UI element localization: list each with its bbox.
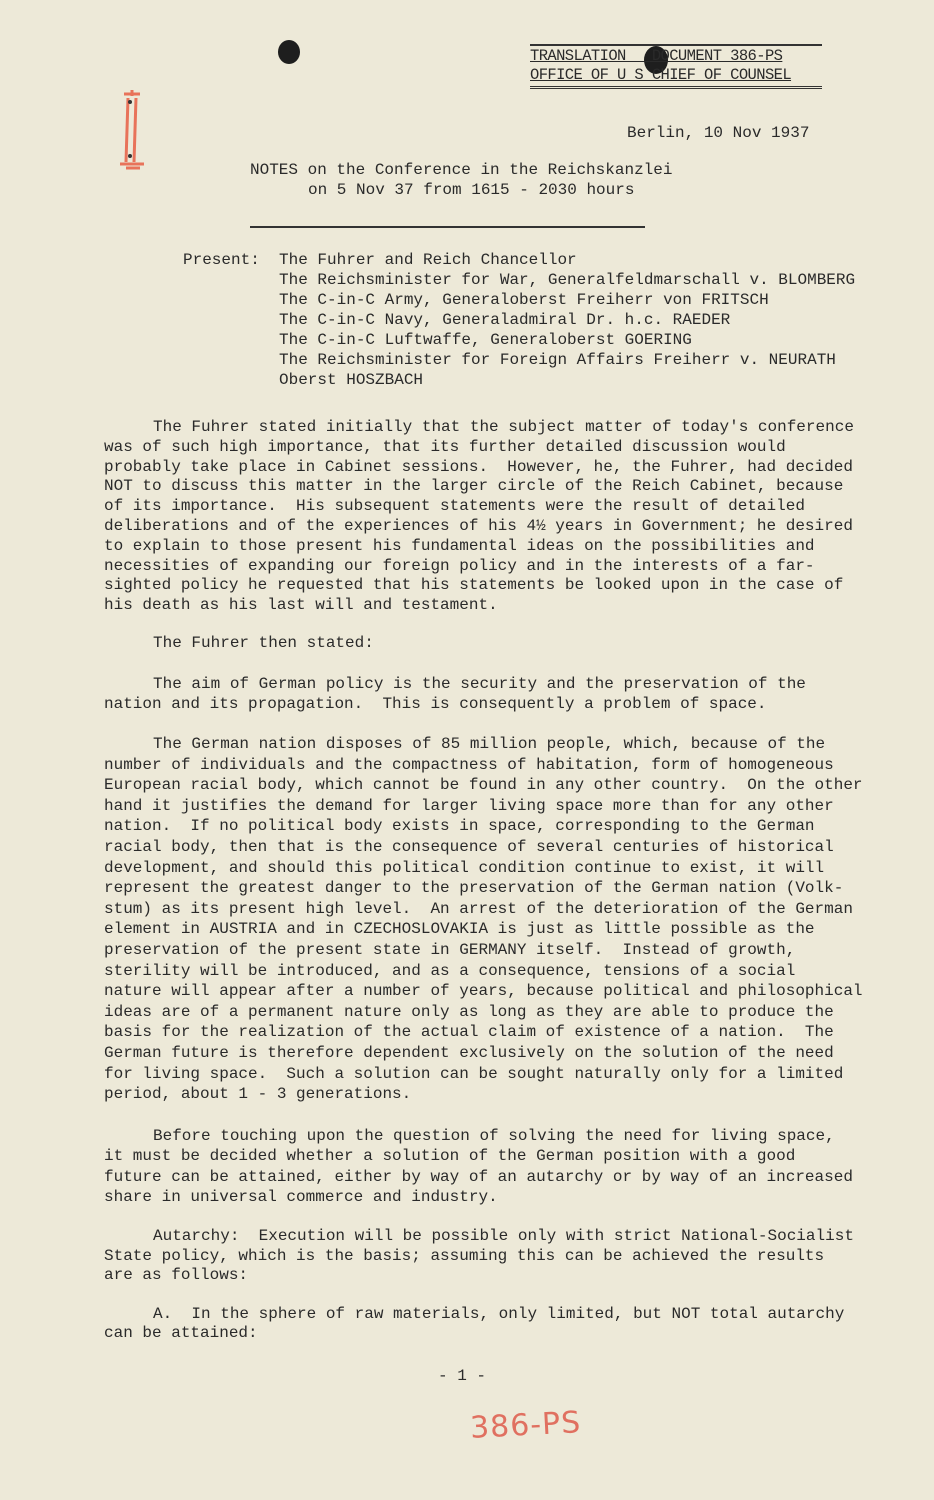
attendee-list xyxy=(279,250,855,390)
text-line: German future is therefore dependent exclusively on the solution of the need xyxy=(104,1043,834,1062)
paragraph xyxy=(104,1226,854,1285)
header-line-1: TRANSLATION DOCUMENT 386-PS xyxy=(530,47,783,65)
attendee: The C-in-C Army, Generaloberst Freiherr von FRITSCH xyxy=(279,291,769,309)
paragraph xyxy=(104,417,854,615)
divider xyxy=(250,226,645,228)
attendee: Oberst HOSZBACH xyxy=(279,371,424,389)
text-line: to explain to those present his fundamental ideas on the possibilities and xyxy=(104,536,815,555)
text-line: State policy, which is the basis; assuming this can be achieved the results xyxy=(104,1246,825,1265)
text-line: basis for the realization of the actual claim of existence of a nation. The xyxy=(104,1023,834,1042)
attendee: The C-in-C Luftwaffe, Generaloberst GOERING xyxy=(279,331,692,349)
punch-hole xyxy=(278,40,300,64)
handwritten-document-number: 386-PS xyxy=(469,1405,583,1446)
text-line: hand it justifies the demand for larger living space more than for any other xyxy=(104,796,834,815)
text-line: are as follows: xyxy=(104,1266,249,1284)
text-line: period, about 1 - 3 generations. xyxy=(104,1085,412,1104)
title-line-1: NOTES on the Conference in the Reichskanzlei xyxy=(250,161,673,179)
text-line: deliberations and of the experiences of his 4½ years in Government; he desired xyxy=(104,516,853,535)
text-line: ideas are of a permanent nature only as long as they are able to produce the xyxy=(104,1002,834,1021)
text-line: future can be attained, either by way of an autarchy or by way of an increased xyxy=(104,1167,853,1186)
page-number: - 1 - xyxy=(438,1367,487,1385)
attendee: The Fuhrer and Reich Chancellor xyxy=(279,251,577,269)
text-line: can be attained: xyxy=(104,1324,258,1342)
document-header xyxy=(530,44,822,89)
text-line: it must be decided whether a solution of the German position with a good xyxy=(104,1147,796,1166)
text-line: European racial body, which cannot be found in any other country. On the other xyxy=(104,776,863,795)
text-line: NOT to discuss this matter in the larger circle of the Reich Cabinet, because xyxy=(104,477,844,496)
text-line: sighted policy he requested that his statements be looked upon in the case of xyxy=(104,576,844,595)
text-line: for living space. Such a solution can be sought naturally only for a limited xyxy=(104,1064,844,1083)
paragraph xyxy=(104,1126,853,1207)
header-line-2: OFFICE OF U S CHIEF OF COUNSEL xyxy=(530,66,792,84)
text-line: probably take place in Cabinet sessions. However, he, the Fuhrer, had decided xyxy=(104,457,853,476)
text-line: necessities of expanding our foreign policy and in the interests of a far- xyxy=(104,556,815,575)
text-line: preservation of the present state in GERMANY itself. Instead of growth, xyxy=(104,940,796,959)
text-line: nation. If no political body exists in space, corresponding to the German xyxy=(104,817,815,836)
text-line: his death as his last will and testament. xyxy=(104,596,498,615)
text-line: racial body, then that is the consequence of several centuries of historical xyxy=(104,837,834,856)
paragraph xyxy=(104,1304,844,1342)
attendee: The Reichsminister for War, Generalfeldmarschall v. BLOMBERG xyxy=(279,271,856,289)
text-line: stum) as its present high level. An arrest of the deterioration of the German xyxy=(104,899,853,918)
text-line: represent the greatest danger to the preservation of the German nation (Volk- xyxy=(104,879,844,898)
attendee: The Reichsminister for Foreign Affairs Freiherr v. NEURATH xyxy=(279,351,836,369)
text-line: nature will appear after a number of years, because political and philosophical xyxy=(104,982,863,1001)
text-line: The aim of German policy is the security and the preservation of the xyxy=(153,675,806,693)
text-line: share in universal commerce and industry. xyxy=(104,1187,498,1206)
text-line: The Fuhrer stated initially that the subject matter of today's conference xyxy=(153,418,854,436)
text-line: sterility will be introduced, and as a consequence, tensions of a social xyxy=(104,961,796,980)
text-line: of its importance. His subsequent statements were the result of detailed xyxy=(104,497,805,516)
text-line: number of individuals and the compactness of habitation, form of homogeneous xyxy=(104,755,834,774)
paragraph xyxy=(104,633,374,653)
attendee: The C-in-C Navy, Generaladmiral Dr. h.c. RAEDER xyxy=(279,311,731,329)
text-line: Before touching upon the question of solving the need for living space, xyxy=(153,1127,835,1145)
text-line: element in AUSTRIA and in CZECHOSLOVAKIA is just as little possible as the xyxy=(104,920,815,939)
text-line: A. In the sphere of raw materials, only limited, but NOT total autarchy xyxy=(153,1305,845,1323)
date: Berlin, 10 Nov 1937 xyxy=(627,124,810,142)
text-line: development, and should this political condition continue to exist, it will xyxy=(104,858,825,877)
text-line: The Fuhrer then stated: xyxy=(153,634,374,652)
text-line: Autarchy: Execution will be possible only with strict National-Socialist xyxy=(153,1227,854,1245)
text-line: was of such high importance, that its further detailed discussion would xyxy=(104,437,786,456)
present-label: Present: xyxy=(183,251,260,269)
paragraph xyxy=(104,734,863,1105)
paragraph xyxy=(104,674,806,714)
title-line-2: on 5 Nov 37 from 1615 - 2030 hours xyxy=(308,181,635,199)
text-line: The German nation disposes of 85 million people, which, because of the xyxy=(153,735,826,753)
text-line: nation and its propagation. This is consequently a problem of space. xyxy=(104,695,767,713)
paper-clip-mark-icon xyxy=(112,84,152,174)
